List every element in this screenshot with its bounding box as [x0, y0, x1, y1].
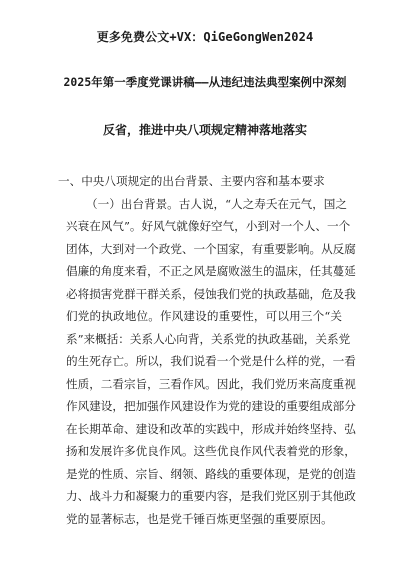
body-line: 必将损害党群干群关系，侵蚀我们党的执政基础，危及我 — [66, 286, 356, 301]
body-line: （一）出台背景。古人说，“人之寿夭在元气，国之 — [86, 196, 347, 211]
body-line: 兴衰在风气”。好风气就像好空气，小到对一个人、一个 — [66, 219, 351, 233]
body-line-section-heading: 一、中央八项规定的出台背景、主要内容和基本要求 — [58, 174, 325, 188]
body-line: 党的显著标志，也是党千锤百炼更坚强的重要原因。 — [66, 511, 333, 526]
document-title: 2025年第一季度党课讲稿——从违纪违法典型案例中深刻 — [63, 75, 347, 89]
body-line: 力、战斗力和凝聚力的重要内容，是我们党区别于其他政 — [66, 489, 356, 503]
body-line: 的生死存亡。所以，我们说看一个党是什么样的党，一看 — [66, 354, 356, 368]
body-line: 系”来概括：关系人心向背，关系党的执政基础，关系党 — [66, 331, 351, 346]
body-line: 倡廉的角度来看，不正之风是腐败滋生的温床，任其蔓延 — [66, 264, 356, 278]
header-note: 更多免费公文+VX：QiGeGongWen2024 — [96, 30, 314, 44]
body-line: 团体，大到对一个政党、一个国家，有重要影响。从反腐 — [66, 241, 356, 256]
body-line: 扬和发展许多优良作风。这些优良作风代表着党的形象， — [66, 444, 356, 458]
body-line: 们党的执政地位。作风建设的重要性，可以用三个“关 — [66, 309, 342, 323]
body-text — [58, 170, 356, 530]
document-subtitle: 反省，推进中央八项规定精神落地落实 — [102, 123, 307, 137]
body-line: 性质，二看宗旨，三看作风。因此，我们党历来高度重视 — [66, 376, 356, 391]
body-line: 是党的性质、宗旨、纲领、路线的重要体现，是党的创造 — [66, 466, 356, 481]
body-line: 作风建设，把加强作风建设作为党的建设的重要组成部分 — [66, 399, 356, 413]
body-line: 在长期革命、建设和改革的实践中，形成并始终坚持、弘 — [66, 421, 356, 436]
